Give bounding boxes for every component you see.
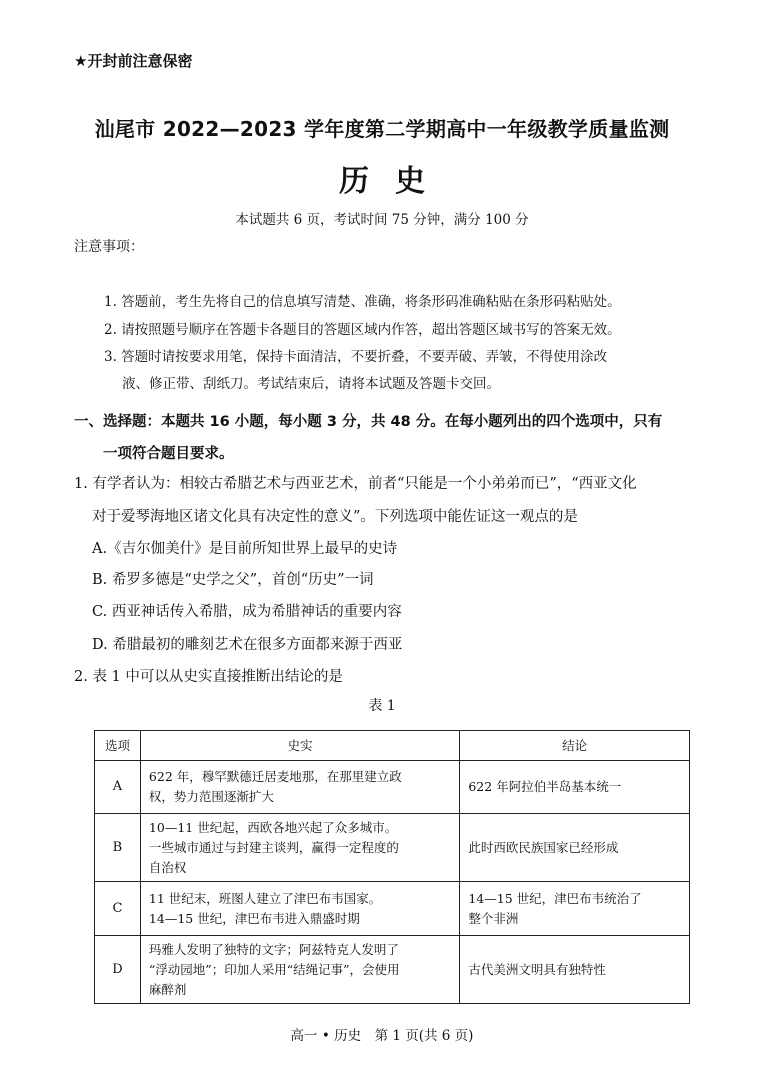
fact-line: 10—11 世纪起，西欧各地兴起了众多城市。 <box>148 819 398 835</box>
table-row <box>95 882 690 936</box>
fact-line: 11 世纪末，班图人建立了津巴布韦国家。 <box>148 890 382 906</box>
exam-title: 汕尾市 2022—2023 学年度第二学期高中一年级教学质量监测 <box>94 117 670 141</box>
notice-heading: 注意事项： <box>74 239 144 255</box>
question-1-option-d: D. 希腊最初的雕刻艺术在很多方面都来源于西亚 <box>92 637 403 653</box>
fact-line: 玛雅人发明了独特的文字；阿兹特克人发明了 <box>148 941 399 957</box>
conclusion-line: 14—15 世纪，津巴布韦统治了 <box>468 890 642 906</box>
row-fact <box>140 814 459 882</box>
fact-line: 622 年，穆罕默德迁居麦地那，在那里建立政 <box>148 769 402 784</box>
page-footer: 高一 • 历史 第 1 页(共 6 页) <box>290 1028 474 1044</box>
question-2-stem: 2. 表 1 中可以从史实直接推断出结论的是 <box>74 669 343 685</box>
notice-item-1: 1. 答题前，考生先将自己的信息填写清楚、准确，将条形码准确粘贴在条形码粘贴处。 <box>104 294 621 310</box>
section-heading: 一、选择题：本题共 16 小题，每小题 3 分，共 48 分。在每小题列出的四个选项中，只有 <box>74 414 663 430</box>
notice-item-2: 2. 请按照题号顺序在答题卡各题目的答题区域内作答，超出答题区域书写的答案无效。 <box>104 322 621 338</box>
table-row <box>95 936 690 1004</box>
question-1-option-b: B. 希罗多德是“史学之父”，首创“历史”一词 <box>92 572 374 588</box>
fact-line: 自治权 <box>148 859 187 875</box>
question-1-stem: 1. 有学者认为：相较古希腊艺术与西亚艺术，前者“只能是一个小弟弟而已”，“西亚文化 <box>74 476 637 492</box>
row-fact <box>140 936 459 1004</box>
question-1-option-a: A.《吉尔伽美什》是目前所知世界上最早的史诗 <box>92 541 398 557</box>
row-fact <box>140 882 459 936</box>
table-1 <box>94 730 690 1004</box>
header-conclusion: 结论 <box>460 731 690 761</box>
fact-line: 一些城市通过与封建主谈判，赢得一定程度的 <box>148 839 399 855</box>
header-fact: 史实 <box>140 731 459 761</box>
row-option: A <box>95 761 141 814</box>
table-caption: 表 1 <box>368 698 396 714</box>
conclusion-line: 622 年阿拉伯半岛基本统一 <box>468 779 622 794</box>
row-conclusion <box>460 936 690 1004</box>
notice-item-3-continued: 液、修正带、刮纸刀。考试结束后，请将本试题及答题卡交回。 <box>122 376 500 392</box>
conclusion-line: 此时西欧民族国家已经形成 <box>468 839 619 855</box>
table-row <box>95 814 690 882</box>
row-fact <box>140 761 459 814</box>
row-conclusion <box>460 882 690 936</box>
row-option: D <box>95 936 141 1004</box>
table-header-row <box>95 731 690 761</box>
fact-line: “浮动园地”；印加人采用“结绳记事”，会使用 <box>148 961 400 977</box>
confidential-notice: ★开封前注意保密 <box>74 52 193 70</box>
conclusion-line: 整个非洲 <box>468 910 519 926</box>
conclusion-line: 古代美洲文明具有独特性 <box>468 961 606 977</box>
fact-line: 14—15 世纪，津巴布韦进入鼎盛时期 <box>148 910 360 926</box>
row-conclusion <box>460 761 690 814</box>
notice-item-3: 3. 答题时请按要求用笔，保持卡面清洁，不要折叠，不要弄破、弄皱，不得使用涂改 <box>104 349 608 365</box>
subject-title: 历史 <box>339 164 451 199</box>
section-heading-continued: 一项符合题目要求。 <box>103 446 234 462</box>
row-conclusion <box>460 814 690 882</box>
fact-line: 权，势力范围逐渐扩大 <box>148 789 274 804</box>
question-1-stem-continued: 对于爱琴海地区诸文化具有决定性的意义”。下列选项中能佐证这一观点的是 <box>92 509 578 525</box>
fact-line: 麻醉剂 <box>148 981 187 997</box>
row-option: C <box>95 882 141 936</box>
table-row <box>95 761 690 814</box>
exam-info: 本试题共 6 页，考试时间 75 分钟，满分 100 分 <box>235 212 529 228</box>
question-1-option-c: C. 西亚神话传入希腊，成为希腊神话的重要内容 <box>92 604 402 620</box>
header-option: 选项 <box>95 731 141 761</box>
row-option: B <box>95 814 141 882</box>
